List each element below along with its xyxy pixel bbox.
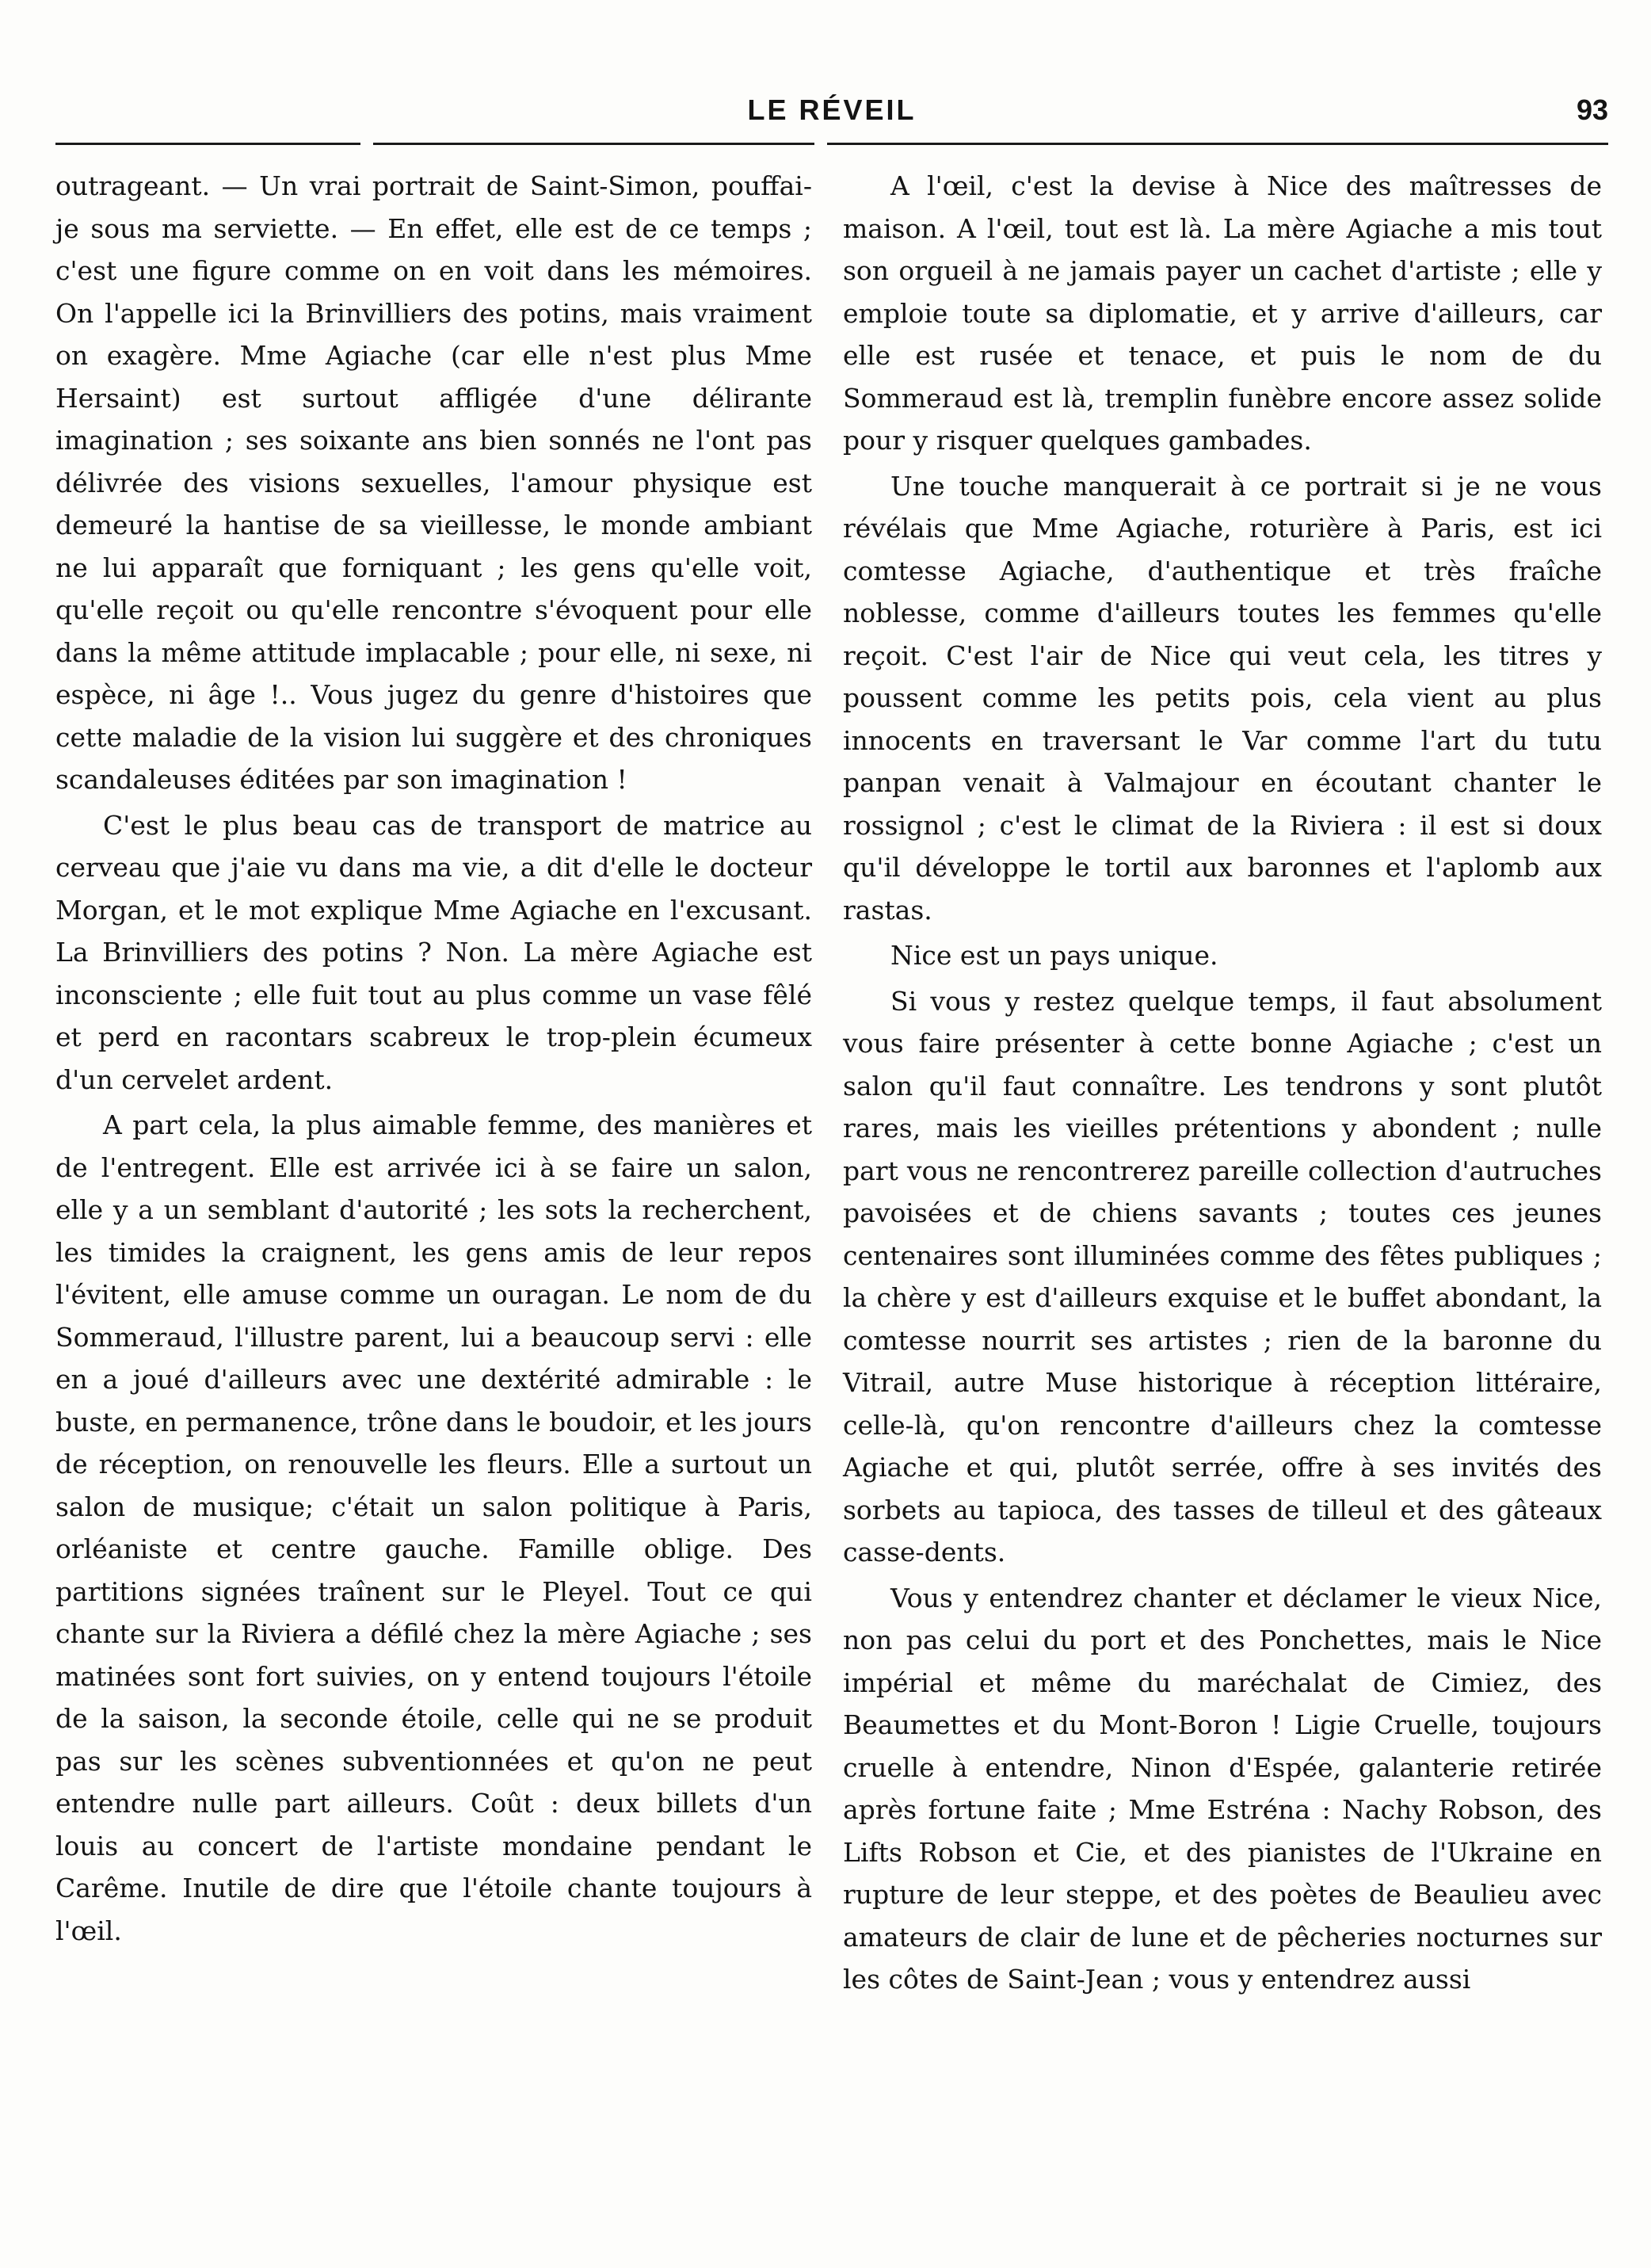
- paragraph: A part cela, la plus aimable femme, des manières et de l'entregent. Elle est arrivée ici à se faire un salon, elle y a un semblant d'autorité ; les sots la recherchent, les timides la craignent, les gens amis de leur repos l'évitent, elle amuse comme un ouragan. Le nom de du Sommeraud, l'illustre parent, lui a beaucoup servi : elle en a joué d'ailleurs avec une dextérité admirable : le buste, en permanence, trône dans le boudoir, et les jours de réception, on renouvelle les fleurs. Elle a surtout un salon de musique; c'était un salon politique à Paris, orléaniste et centre gauche. Famille oblige. Des partitions signées traînent sur le Pleyel. Tout ce qui chante sur la Riviera a défilé chez la mère Agiache ; ses matinées sont fort suivies, on y entend toujours l'étoile de la saison, la seconde étoile, celle qui ne se produit pas sur les scènes subventionnées et qu'on ne peut entendre nulle part ailleurs. Coût : deux billets d'un louis au concert de l'artiste mondaine pendant le Carême. Inutile de dire que l'étoile chante toujours à l'œil.: [55, 1109, 812, 1946]
- rule-gap: [814, 141, 827, 147]
- paragraph: C'est le plus beau cas de transport de matrice au cerveau que j'aie vu dans ma vie, a dit d'elle le docteur Morgan, et le mot explique Mme Agiache en l'excusant. La Brinvilliers des potins ? Non. La mère Agiache est inconsciente ; elle fuit tout au plus comme un vase fêlé et perd en racontars scabreux le trop-plein écumeux d'un cervelet ardent.: [55, 809, 812, 1095]
- paragraph: A l'œil, c'est la devise à Nice des maîtresses de maison. A l'œil, tout est là. La mère Agiache a mis tout son orgueil à ne jamais payer un cachet d'artiste ; elle y emploie toute sa diplomatie, et y arrive d'ailleurs, car elle est rusée et tenace, et puis le nom de du Sommeraud est là, tremplin funèbre encore assez solide pour y risquer quelques gambades.: [843, 170, 1602, 456]
- paragraph: Si vous y restez quelque temps, il faut absolument vous faire présenter à cette bonne Agiache ; c'est un salon qu'il faut connaître. Les tendrons y sont plutôt rares, mais les vieilles prétentions y abondent ; nulle part vous ne rencontrerez pareille collection d'autruches pavoisées et de chiens savants ; toutes ces jeunes centenaires sont illuminées comme des fêtes publiques ; la chère y est d'ailleurs exquise et le buffet abondant, la comtesse nourrit ses artistes ; rien de la baronne du Vitrail, autre Muse historique à réception littéraire, celle-là, qu'on rencontre d'ailleurs chez la comtesse Agiache et qui, plutôt serrée, offre à ses invités des sorbets au tapioca, des tasses de tilleul et des gâteaux casse-dents.: [843, 985, 1602, 1567]
- page-number: 93: [1576, 94, 1608, 126]
- page-header: [55, 94, 1608, 141]
- running-title: LE RÉVEIL: [747, 94, 917, 126]
- paragraph: Vous y entendrez chanter et déclamer le vieux Nice, non pas celui du port et des Ponchettes, mais le Nice impérial et même du maréchalat de Cimiez, des Beaumettes et du Mont-Boron ! Ligie Cruelle, toujours cruelle à entendre, Ninon d'Espée, galanterie retirée après fortune faite ; Mme Estréna : Nachy Robson, des Lifts Robson et Cie, et des pianistes de l'Ukraine en rupture de leur steppe, et des poètes de Beaulieu avec amateurs de clair de lune et de pêcheries nocturnes sur les côtes de Saint-Jean ; vous y entendrez aussi: [843, 1582, 1602, 1995]
- left-column: [55, 165, 812, 1952]
- header-rule: [55, 143, 1608, 145]
- rule-gap: [360, 141, 373, 147]
- paragraph: Nice est un pays unique.: [890, 940, 1218, 971]
- paragraph: outrageant. — Un vrai portrait de Saint-Simon, pouffai-je sous ma serviette. — En effet, elle est de ce temps ; c'est une figure comme on en voit dans les mémoires. On l'appelle ici la Brinvilliers des potins, mais vraiment on exagère. Mme Agiache (car elle n'est plus Mme Hersaint) est surtout affligée d'une délirante imagination ; ses soixante ans bien sonnés ne l'ont pas délivrée des visions sexuelles, l'amour physique est demeuré la hantise de sa vieillesse, le monde ambiant ne lui apparaît que forniquant ; les gens qu'elle voit, qu'elle reçoit ou qu'elle rencontre s'évoquent pour elle dans la même attitude implacable ; pour elle, ni sexe, ni espèce, ni âge !.. Vous jugez du genre d'histoires que cette maladie de la vision lui suggère et des chroniques scandaleuses éditées par son imagination !: [55, 170, 812, 795]
- right-column: [843, 165, 1602, 2001]
- paragraph: Une touche manquerait à ce portrait si je ne vous révélais que Mme Agiache, roturière à Paris, est ici comtesse Agiache, d'authentique et très fraîche noblesse, comme d'ailleurs toutes les femmes qu'elle reçoit. C'est l'air de Nice qui veut cela, les titres y poussent comme les petits pois, cela vient au plus innocents en traversant le Var comme l'art du tutu panpan venait à Valmajour en écoutant chanter le rossignol ; c'est le climat de la Riviera : il est si doux qu'il développe le tortil aux baronnes et l'aplomb aux rastas.: [843, 470, 1602, 926]
